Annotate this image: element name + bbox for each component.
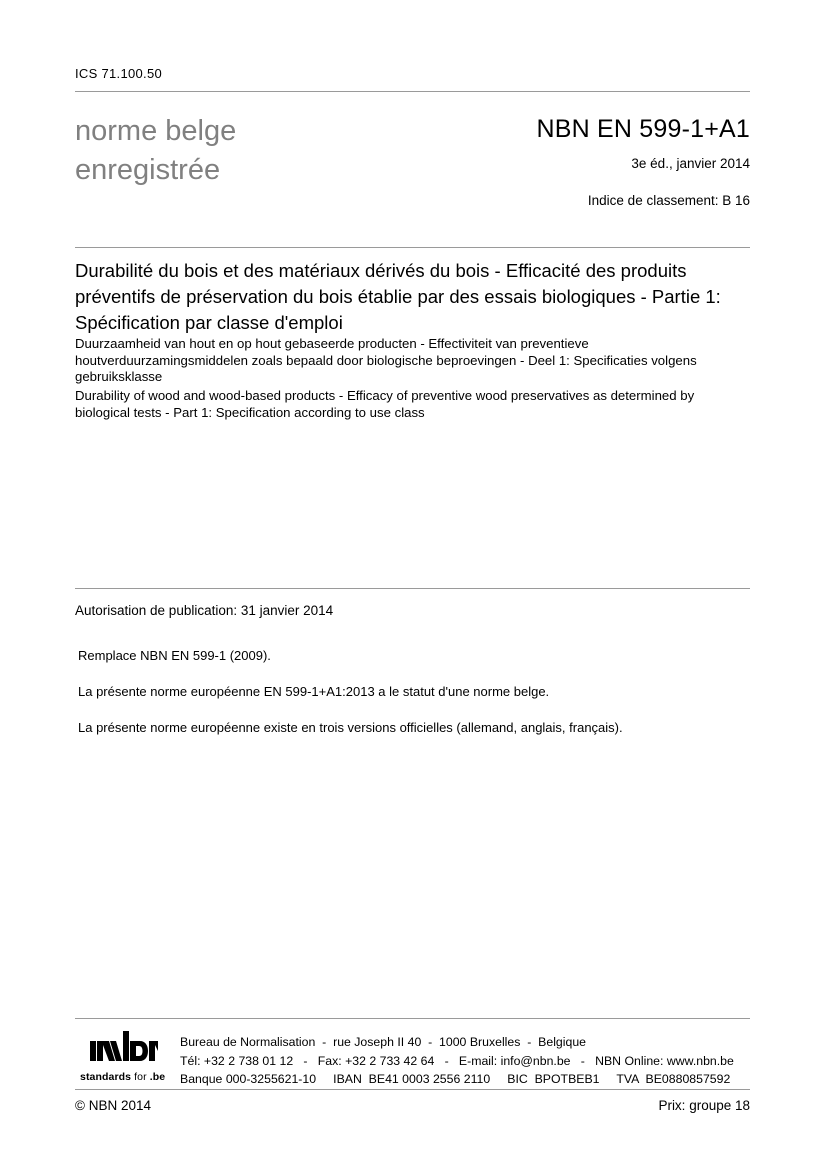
publication-notes — [78, 647, 748, 755]
list-item: La présente norme européenne existe en trois versions officielles (allemand, anglais, français). — [78, 720, 623, 735]
list-item: Remplace NBN EN 599-1 (2009). — [78, 648, 271, 663]
footer-contact: Tél: +32 2 738 01 12 - Fax: +32 2 733 42 64 - E-mail: info@nbn.be - NBN Online: www.nbn.be — [180, 1053, 734, 1068]
nbn-logo-tagline — [80, 1071, 180, 1083]
title-english: Durability of wood and wood-based products - Efficacy of preventive wood preservatives as determined by biological tests - Part 1: Specification according to use class — [75, 388, 695, 420]
organisation-title-line1: norme belge — [75, 115, 237, 147]
divider-bottom — [75, 1089, 750, 1090]
organisation-title — [75, 112, 405, 190]
standard-edition: 3e éd., janvier 2014 — [631, 156, 750, 171]
title-dutch: Duurzaamheid van hout en op hout gebaseerde producten - Effectiviteit van preventieve houtverduurzamingsmiddelen zoals bepaald door biologische beproevingen - Deel 1: Specificaties volgens gebruiksklasse — [75, 336, 697, 384]
ics-code: ICS 71.100.50 — [75, 66, 163, 81]
logo-tag-be: .be — [149, 1071, 166, 1083]
divider-footer — [75, 1018, 750, 1019]
price-group: Prix: groupe 18 — [658, 1098, 750, 1113]
logo-tag-for: for — [131, 1071, 150, 1083]
standard-number: NBN EN 599-1+A1 — [536, 115, 750, 143]
divider-authorisation — [75, 588, 750, 589]
standard-identification — [390, 114, 750, 208]
nbn-logo — [80, 1029, 180, 1083]
footer-bank-details: Banque 000-3255621-10 IBAN BE41 0003 2556 2110 BIC BPOTBEB1 TVA BE0880857592 — [180, 1072, 731, 1086]
footer-contact-block — [180, 1033, 750, 1089]
footer-address: Bureau de Normalisation - rue Joseph II 40 - 1000 Bruxelles - Belgique — [180, 1035, 587, 1049]
publication-authorisation: Autorisation de publication: 31 janvier 2014 — [75, 603, 334, 618]
logo-tag-standards: standards — [80, 1071, 132, 1083]
organisation-title-line2: enregistrée — [75, 154, 221, 186]
divider-top — [75, 91, 750, 92]
nbn-logo-icon — [88, 1029, 160, 1063]
copyright-notice: © NBN 2014 — [75, 1098, 151, 1113]
divider-title — [75, 247, 750, 248]
standard-classification: Indice de classement: B 16 — [587, 193, 750, 208]
list-item: La présente norme européenne EN 599-1+A1:2013 a le statut d'une norme belge. — [78, 684, 550, 699]
title-french: Durabilité du bois et des matériaux dérivés du bois - Efficacité des produits préventifs de préservation du bois établie par des essais biologiques - Partie 1: Spécification par classe d'emploi — [75, 260, 721, 333]
